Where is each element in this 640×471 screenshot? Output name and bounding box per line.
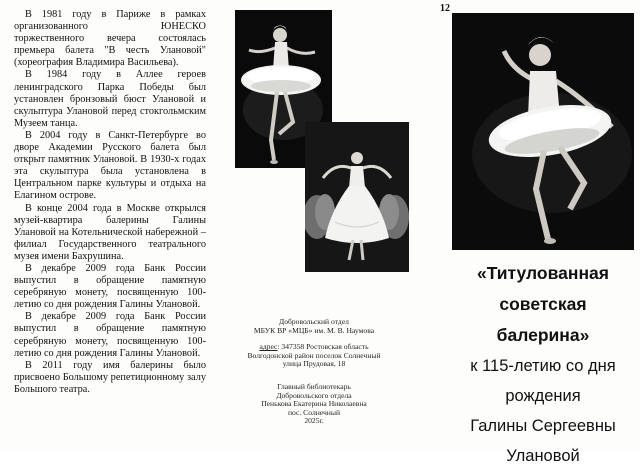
cover-ballerina-photo (452, 13, 634, 250)
paragraph-2004-spb: В 2004 году в Санкт-Петербурге во дворе Академии Русского балета был открыт памятник Улановой. В 1930-х годах эта скульптура была установлена в Центральном парке культуры и отдыха на Елагином острове. (14, 129, 206, 202)
address-line-3: улица Прудовая, 18 (282, 359, 346, 369)
paragraph-2011: В 2011 году имя балерины было присвоено Большому репетиционному залу Большого театра. (14, 359, 206, 395)
left-text-column (14, 9, 206, 396)
org-line-1: Добровольский отдел (279, 317, 349, 326)
subtitle-line-3: Галины Сергеевны (470, 417, 616, 435)
address-label: адрес (259, 342, 278, 352)
paragraph-1984: В 1984 году в Аллее героев ленинградского Парка Победы был установлен бронзовый бюст Улановой и скульптура Улановой перед стокгольмским Музеем танца. (14, 69, 206, 129)
paragraph-2009-a: В декабре 2009 года Банк России выпустил в обращение памятную серебряную монету, посвященную 100-летию со дня рождения Галины Улановой. (14, 262, 206, 311)
paragraph-2004-moscow: В конце 2004 года в Москве открылся музей-квартира балерины Галины Улановой на Котельнической набережной – филиал Государственного театрального музея имени Бахрушина. (14, 202, 206, 262)
librarian-line-4: пос. Солнечный (287, 407, 341, 417)
ballerina-photo-stage (305, 122, 409, 272)
address-text: : 347358 Ростовская область (277, 342, 369, 352)
subtitle-line-2: рождения (505, 387, 581, 405)
paragraph-2009-b: В декабре 2009 года Банк России выпустил в обращение памятную серебряную монету, посвященную 100-летию со дня рождения Галины Улановой. (14, 311, 206, 359)
title-line-1: «Титулованная (477, 263, 609, 283)
librarian-line-1: Главный библиотекарь (277, 381, 351, 391)
title-line-2: советская балерина» (496, 294, 590, 345)
address-line-2: Волгодонской район поселок Солнечный (247, 350, 381, 360)
subtitle-line-4: Улановой (506, 447, 580, 465)
contact-block (214, 318, 414, 426)
brochure-title-block (452, 258, 634, 471)
page-number: 12 (440, 3, 450, 14)
paragraph-1981: В 1981 году в Париже в рамках организованного ЮНЕСКО торжественного вечера состоялась премьера балета "В честь Улановой" (хореография Владимира Васильева). (14, 9, 206, 69)
librarian-line-3: Пенькова Екатерина Николаевна (261, 399, 367, 409)
subtitle-line-1: к 115-летию со дня (470, 357, 616, 375)
year-line: 2025г. (304, 416, 324, 426)
org-line-2: МБУК ВР «МЦБ» им. М. В. Наумова (253, 325, 375, 335)
librarian-line-2: Добровольского отдела (276, 390, 352, 400)
